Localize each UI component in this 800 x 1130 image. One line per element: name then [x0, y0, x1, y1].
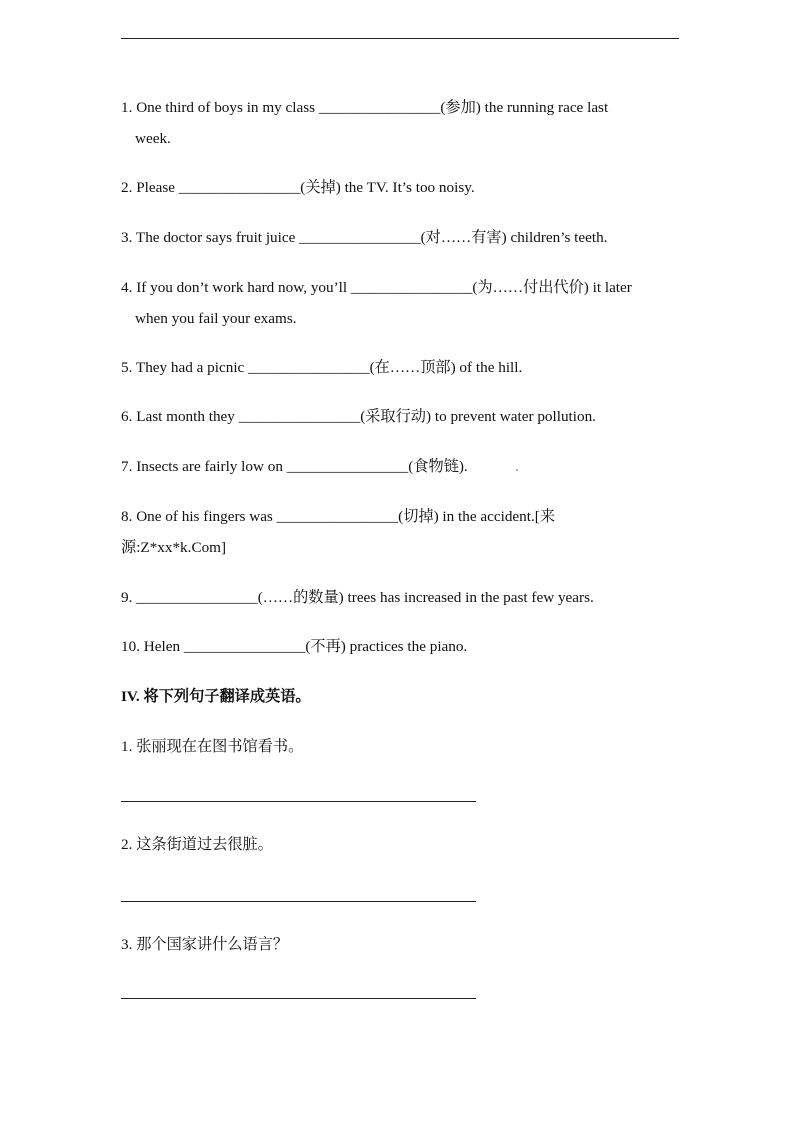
question-2: 2. Please ________________(关掉) the TV. It’s too noisy. [121, 179, 475, 196]
question-4-line-1: 4. If you don’t work hard now, you’ll ________________(为……付出代价) it later [121, 279, 632, 296]
translation-question-1: 1. 张丽现在在图书馆看书。 [121, 738, 304, 755]
question-1-line-1: 1. One third of boys in my class ________________(参加) the running race last [121, 99, 609, 116]
section-iv-heading: IV. 将下列句子翻译成英语。 [121, 688, 311, 705]
stray-mark [516, 469, 518, 471]
header-rule [121, 38, 679, 39]
translation-question-3: 3. 那个国家讲什么语言？ [121, 936, 289, 953]
question-4-line-2: when you fail your exams. [135, 310, 297, 327]
question-1-line-2: week. [135, 130, 171, 147]
question-5: 5. They had a picnic ________________(在……顶部) of the hill. [121, 359, 523, 376]
answer-line-3[interactable] [121, 998, 476, 999]
answer-line-1[interactable] [121, 801, 476, 802]
question-10: 10. Helen ________________(不再) practices the piano. [121, 638, 468, 655]
question-8-line-2: 源:Z*xx*k.Com] [121, 539, 227, 556]
translation-question-2: 2. 这条街道过去很脏。 [121, 836, 273, 853]
question-8-line-1: 8. One of his fingers was ________________(切掉) in the accident.[来 [121, 508, 556, 525]
question-9: 9. ________________(……的数量) trees has increased in the past few years. [121, 589, 594, 606]
question-3: 3. The doctor says fruit juice ________________(对……有害) children’s teeth. [121, 229, 608, 246]
question-6: 6. Last month they ________________(采取行动) to prevent water pollution. [121, 408, 596, 425]
answer-line-2[interactable] [121, 901, 476, 902]
question-7: 7. Insects are fairly low on ________________(食物链). [121, 458, 468, 475]
